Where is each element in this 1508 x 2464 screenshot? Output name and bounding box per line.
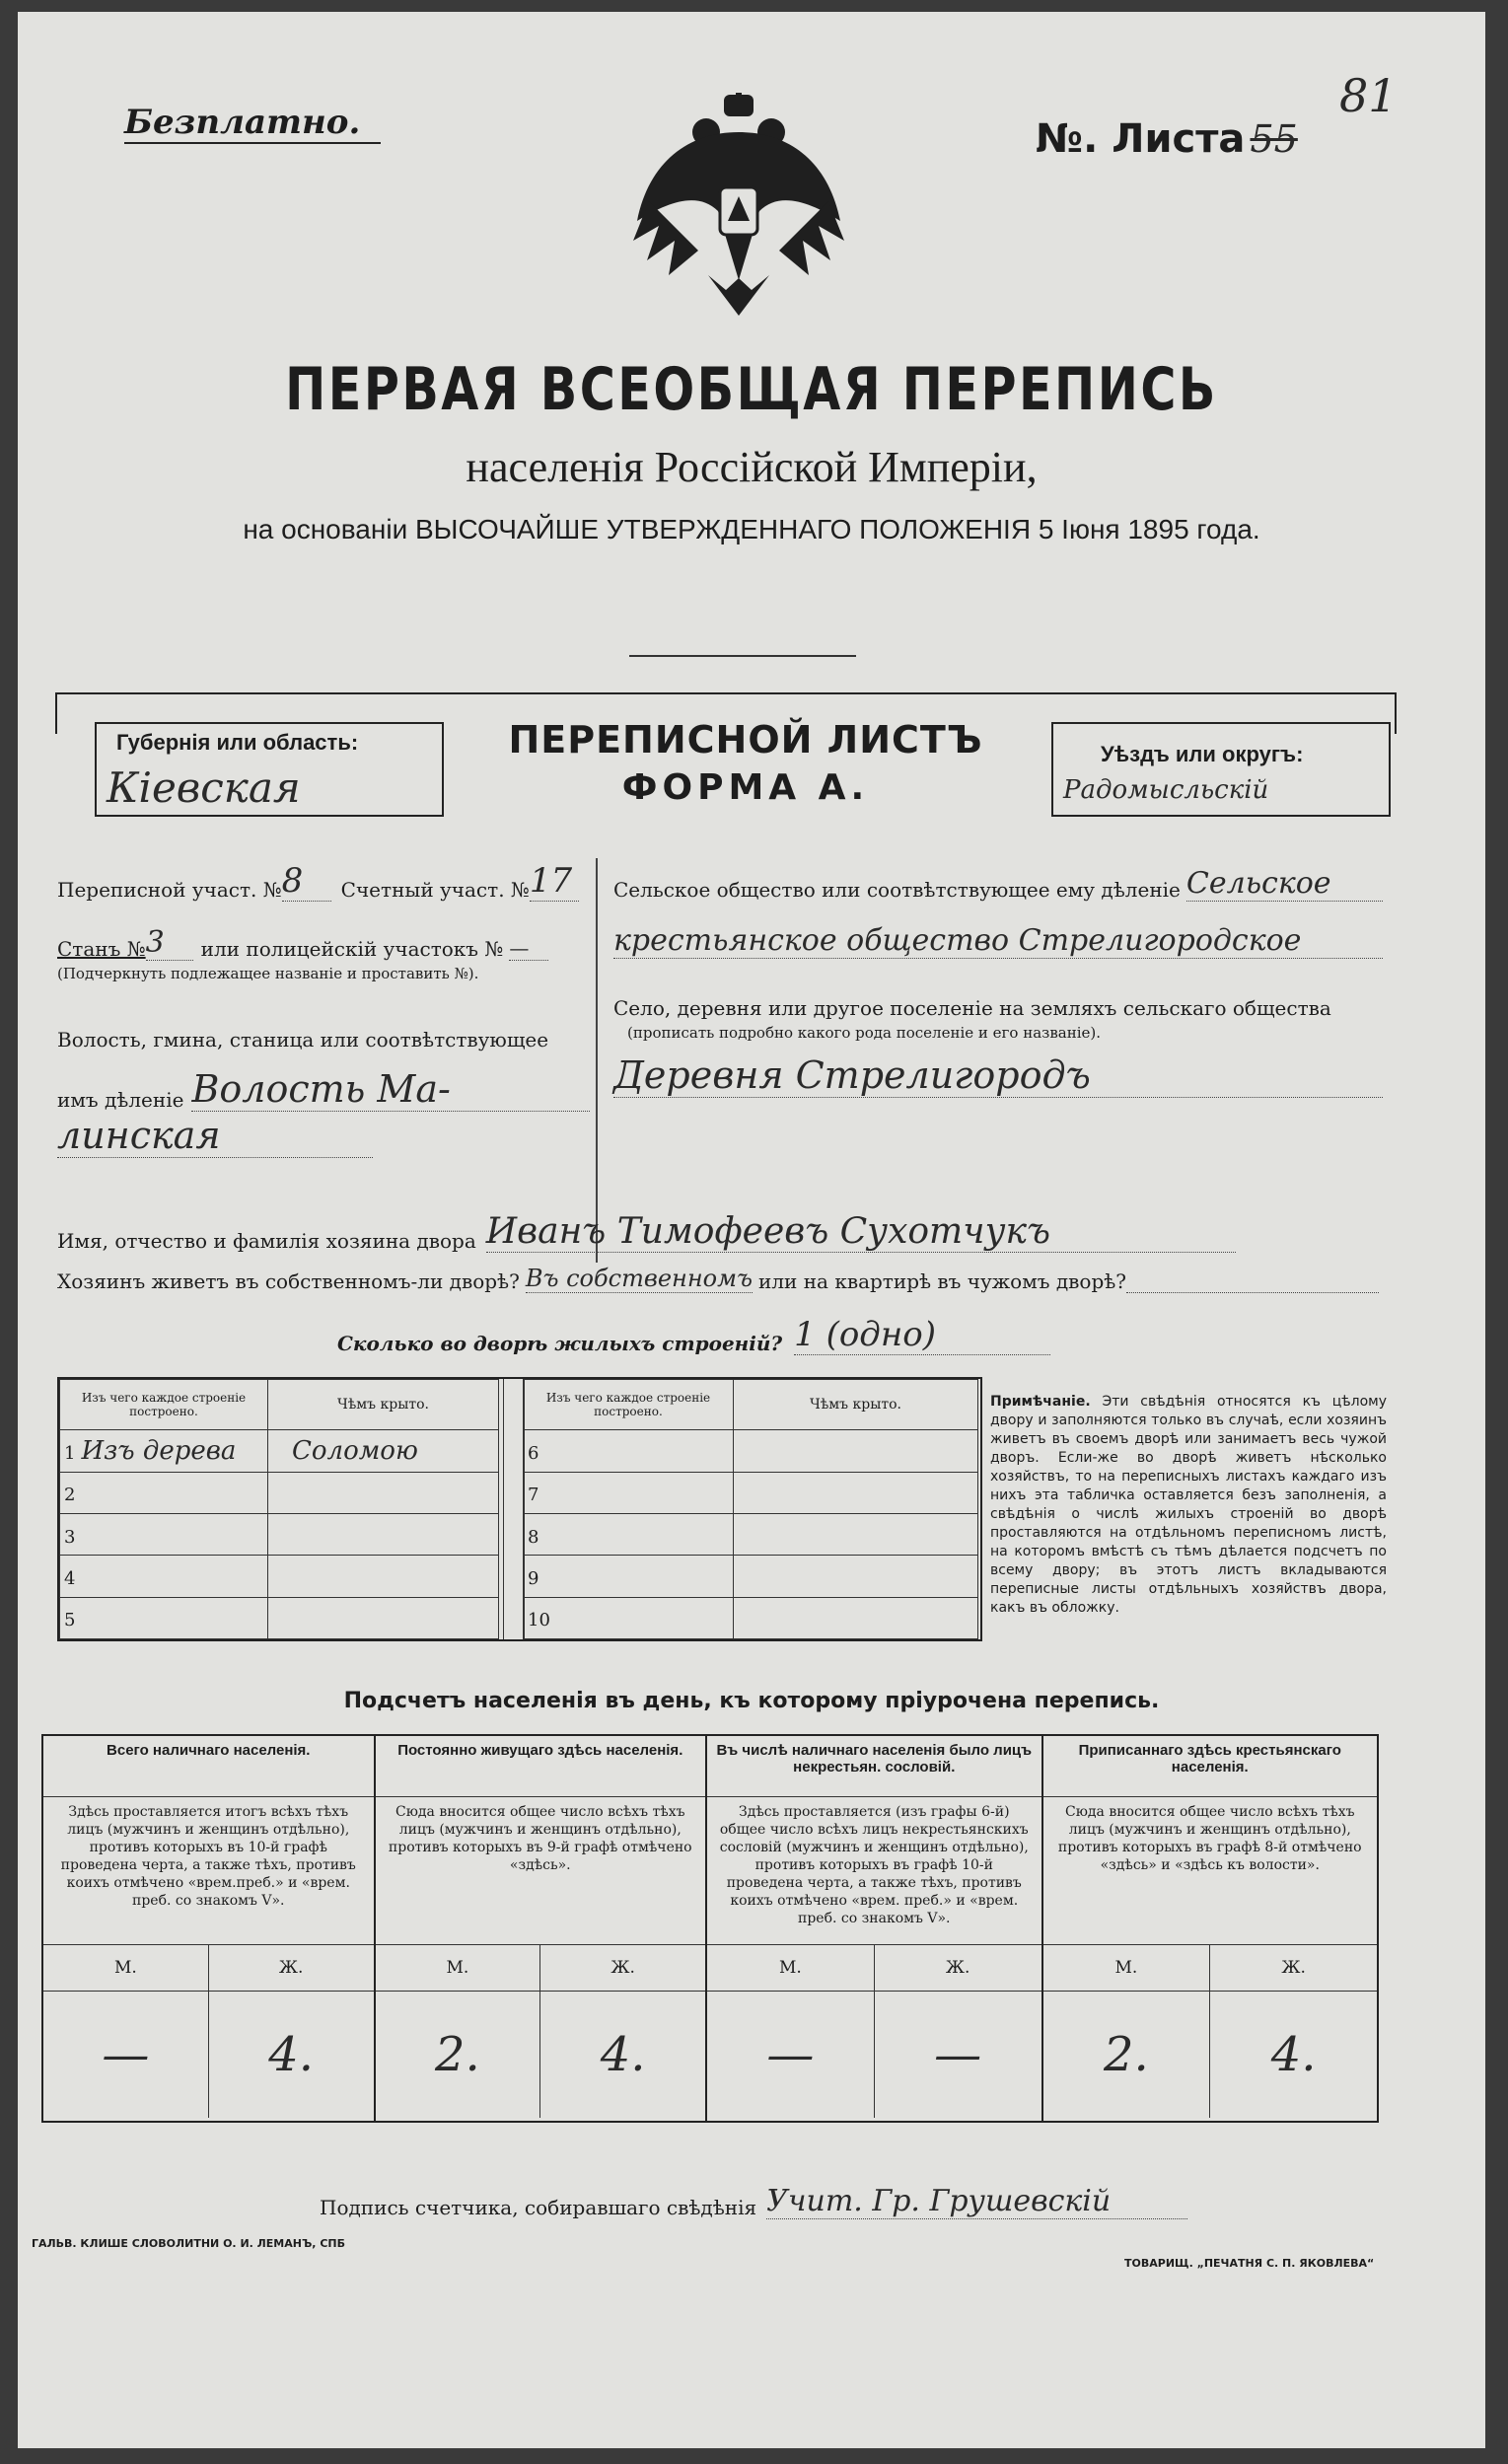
building-number: 10 (528, 1610, 550, 1631)
signature-label: Подпись счетчика, собиравшаго свѣдѣнія (320, 2196, 757, 2219)
building-number: 8 (528, 1526, 539, 1548)
owner-row (57, 1211, 1379, 1253)
society-label: Сельское общество или соотвѣтствующее ему дѣленіе (613, 878, 1181, 902)
building-roof (734, 1556, 978, 1597)
double-headed-eagle-icon (629, 93, 848, 316)
male-count: 2. (1043, 1992, 1211, 2118)
form-title-block (450, 718, 1041, 808)
col-material-header-right: Изъ чего каждое строеніе построено. (524, 1380, 734, 1430)
building-material-cell (60, 1430, 268, 1472)
population-column (376, 1736, 708, 2121)
title-block (18, 355, 1485, 545)
building-row (60, 1513, 499, 1555)
society-value-2: крестьянское общество Стрелигородское (613, 923, 1383, 959)
title-sub: населенія Россійской Имперіи, (466, 443, 1038, 491)
society-value-1: Сельское (1186, 866, 1383, 902)
left-fields (57, 858, 590, 1158)
sheet-number-label: №. Листа (1036, 116, 1246, 162)
form-title: ПЕРЕПИСНОЙ ЛИСТЪ (508, 718, 983, 761)
census-district-value: 8 (282, 861, 331, 902)
building-number: 6 (528, 1442, 539, 1464)
stan-value: 3 (146, 925, 193, 961)
building-row (60, 1597, 499, 1638)
count-district-value: 17 (530, 861, 579, 902)
col-roof-header-right: Чѣмъ крыто. (734, 1380, 978, 1430)
building-number: 4 (64, 1567, 76, 1589)
volost-value-2: линская (57, 1114, 373, 1158)
population-column (1043, 1736, 1377, 2121)
building-row (60, 1430, 499, 1472)
building-row (524, 1556, 978, 1597)
male-count: — (43, 1992, 209, 2118)
population-column-header: Всего наличнаго населенія. (43, 1736, 374, 1797)
building-row (60, 1472, 499, 1513)
building-row (524, 1472, 978, 1513)
village-note: (прописать подробно какого рода поселеніе и его названіе). (627, 1024, 1101, 1042)
female-label: Ж. (610, 1958, 635, 1978)
sheet-number-corrected: 81 (1339, 69, 1398, 122)
col-roof-header: Чѣмъ крыто. (268, 1380, 499, 1430)
population-column-header: Постоянно живущаго здѣсь населенія. (376, 1736, 706, 1797)
building-row (524, 1430, 978, 1472)
building-material-cell (60, 1597, 268, 1638)
population-table (41, 1734, 1379, 2123)
census-district-label: Переписной участ. № (57, 878, 282, 902)
population-column-description: Сюда вносится общее число всѣхъ тѣхъ лицъ (мужчинъ и женщинъ отдѣльно), противъ которыхъ въ графѣ 8-й отмѣчено «здѣсь» и «здѣсь къ волости». (1043, 1797, 1377, 1945)
building-number: 7 (528, 1485, 539, 1506)
form-subtitle: ФОРМА А. (621, 767, 870, 808)
male-label: М. (1043, 1945, 1211, 1991)
owner-lives-row (57, 1265, 1379, 1293)
volost-label-2: имъ дѣленіе (57, 1088, 184, 1112)
volost-row (57, 1067, 590, 1112)
building-number: 1 (64, 1442, 76, 1464)
building-roof (268, 1556, 499, 1597)
district-row (57, 858, 590, 902)
building-material-cell (60, 1556, 268, 1597)
gubernia-value: Кіевская (107, 763, 301, 812)
buildings-value: 1 (одно) (794, 1315, 1050, 1355)
uezd-value: Радомысльскій (1063, 775, 1269, 805)
building-material-cell (524, 1472, 734, 1513)
population-column-description: Сюда вносится общее число всѣхъ тѣхъ лицъ (мужчинъ и женщинъ отдѣльно), противъ которыхъ въ 9-й графѣ отмѣчено «здѣсь». (376, 1797, 706, 1945)
apartment-label: или на квартирѣ въ чужомъ дворѣ? (757, 1269, 1127, 1293)
building-material-cell (524, 1597, 734, 1638)
sheet-number-value: 55 (1250, 117, 1298, 161)
stan-label: Станъ № (57, 937, 146, 961)
buildings-table (57, 1377, 982, 1641)
buildings-label: Сколько во дворѣ жилыхъ строеній? (337, 1332, 783, 1355)
building-roof (734, 1597, 978, 1638)
volost-value-1: Волость Ма- (191, 1067, 590, 1112)
female-count: 4. (600, 2027, 646, 2082)
volost-label-1: Волость, гмина, станица или соотвѣтствующее (57, 1028, 549, 1051)
buildings-row (337, 1315, 1379, 1355)
printer-right: ТОВАРИЩ. „ПЕЧАТНЯ С. П. ЯКОВЛЕВА“ (1124, 2257, 1375, 2270)
note-block (990, 1393, 1387, 1618)
gubernia-box (95, 722, 444, 817)
building-roof (268, 1513, 499, 1555)
uezd-label: Уѣздъ или округъ: (1101, 742, 1304, 766)
col-material-header: Изъ чего каждое строеніе построено. (60, 1380, 268, 1430)
building-number: 2 (64, 1485, 76, 1506)
population-title: Подсчетъ населенія въ день, къ которому пріурочена перепись. (343, 1689, 1160, 1713)
society-row (613, 858, 1383, 902)
apartment-value (1126, 1292, 1379, 1293)
female-count: 4. (1270, 2027, 1317, 2082)
male-count: 2. (376, 1992, 541, 2118)
owner-lives-label: Хозяинъ живетъ въ собственномъ-ли дворѣ? (57, 1269, 520, 1293)
building-roof (268, 1597, 499, 1638)
population-column-header: Приписаннаго здѣсь крестьянскаго населенія. (1043, 1736, 1377, 1797)
stan-row (57, 917, 590, 961)
building-material-cell (60, 1513, 268, 1555)
owner-lives-value: Въ собственномъ (525, 1265, 753, 1292)
sheet-number (1036, 116, 1391, 162)
female-label: Ж. (1281, 1958, 1306, 1978)
building-material-cell (524, 1430, 734, 1472)
building-roof (734, 1430, 978, 1472)
building-number: 9 (528, 1567, 539, 1589)
note-text: Эти свѣдѣнія относятся къ цѣлому двору и заполняются только въ случаѣ, если хозяинъ живетъ въ своемъ дворѣ или занимаетъ весь чужой дворъ. Если-же во дворѣ живетъ нѣсколько хозяйствъ, то на переписныхъ листахъ каждаго изъ нихъ эта табличка оставляется безъ заполненія, а свѣдѣнія о числѣ жилыхъ строеній во дворѣ проставляются на отдѣльномъ переписномъ листѣ, на которомъ вмѣстѣ съ тѣмъ дѣлается подсчетъ по всему двору; въ этотъ листъ вкладываются переписные листы отдѣльныхъ хозяйствъ двора, какъ въ обложку. (990, 1394, 1387, 1616)
building-number: 3 (64, 1526, 76, 1548)
title-main: ПЕРВАЯ ВСЕОБЩАЯ ПЕРЕПИСЬ (285, 355, 1218, 424)
owner-label: Имя, отчество и фамилія хозяина двора (57, 1229, 476, 1253)
field-divider (596, 858, 598, 1263)
ornament-divider (629, 655, 856, 657)
right-fields (613, 858, 1383, 1098)
signature-value: Учит. Гр. Грушевскій (766, 2184, 1187, 2219)
building-roof (268, 1472, 499, 1513)
population-column-header: Въ числѣ наличнаго населенія было лицъ некрестьян. сословій. (707, 1736, 1041, 1797)
count-district-label: Счетный участ. № (340, 878, 530, 902)
population-column-description: Здѣсь проставляется итогъ всѣхъ тѣхъ лицъ (мужчинъ и женщинъ отдѣльно), противъ которыхъ въ 10-й графѣ проведена черта, а также тѣхъ, противъ коихъ отмѣчено «врем.преб.» и «врем. преб. со знакомъ V». (43, 1797, 374, 1945)
building-row (60, 1556, 499, 1597)
population-column (43, 1736, 376, 2121)
signature-row (320, 2184, 1187, 2219)
building-roof (734, 1472, 978, 1513)
note-lead: Примѣчаніе. (990, 1394, 1091, 1410)
building-material: Изъ дерева (81, 1435, 237, 1466)
gubernia-label: Губернія или область: (116, 730, 359, 755)
title-basis: на основаніи ВЫСОЧАЙШЕ УТВЕРЖДЕННАГО ПОЛОЖЕНІЯ 5 Іюня 1895 года. (243, 514, 1260, 544)
population-column-description: Здѣсь проставляется (изъ графы 6-й) общее число всѣхъ лицъ некрестьянскихъ сословій (мужчинъ и женщинъ отдѣльно), противъ которыхъ въ графѣ 10-й проведена черта, а также тѣхъ, противъ коихъ отмѣчено «врем. преб.» и «врем. преб. со знакомъ V». (707, 1797, 1041, 1945)
police-value: — (509, 936, 548, 961)
male-label: М. (707, 1945, 875, 1991)
building-row (524, 1513, 978, 1555)
male-label: М. (376, 1945, 541, 1991)
female-count: — (934, 2027, 982, 2082)
free-label-box (124, 103, 381, 144)
buildings-table-right (523, 1379, 978, 1639)
printer-left: ГАЛЬВ. КЛИШЕ СЛОВОЛИТНИ О. И. ЛЕМАНЪ, СПБ (32, 2237, 345, 2250)
female-count: 4. (268, 2027, 315, 2082)
owner-value: Иванъ Тимофеевъ Сухотчукъ (486, 1211, 1236, 1253)
population-column (707, 1736, 1042, 2121)
owner-block (57, 1211, 1379, 1355)
census-form-page (18, 12, 1485, 2448)
female-label: Ж. (278, 1958, 304, 1978)
uezd-box (1051, 722, 1391, 817)
building-roof: Соломою (268, 1430, 499, 1472)
building-row (524, 1597, 978, 1638)
building-material-cell (60, 1472, 268, 1513)
male-count: — (707, 1992, 875, 2118)
police-label: или полицейскій участокъ № (200, 937, 504, 961)
building-material-cell (524, 1556, 734, 1597)
stan-note: (Подчеркнуть подлежащее названіе и проставить №). (57, 965, 479, 982)
building-number: 5 (64, 1610, 76, 1631)
female-label: Ж. (945, 1958, 970, 1978)
form-header-box (55, 692, 1397, 842)
village-value: Деревня Стрелигородъ (613, 1053, 1383, 1098)
male-label: М. (43, 1945, 209, 1991)
building-roof (734, 1513, 978, 1555)
free-label: Безплатно. (124, 103, 361, 142)
village-label: Село, деревня или другое поселеніе на земляхъ сельскаго общества (613, 996, 1331, 1020)
building-material-cell (524, 1513, 734, 1555)
buildings-table-left (59, 1379, 499, 1639)
